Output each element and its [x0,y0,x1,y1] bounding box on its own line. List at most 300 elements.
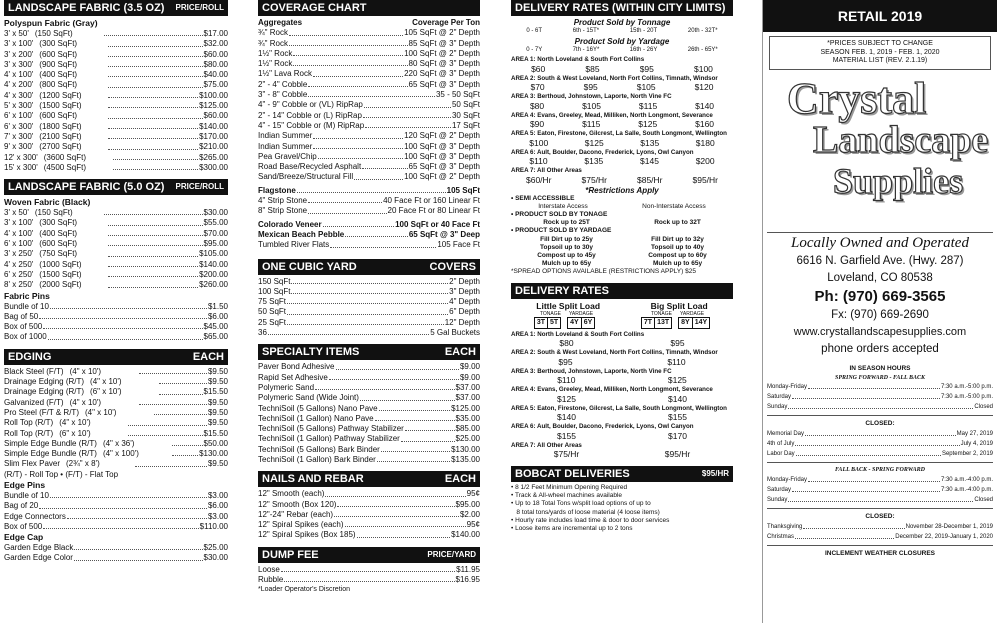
dot-leader [313,142,403,149]
area-prices [511,156,733,166]
item-label: Drainage Edging (R/T) [4,377,85,387]
little-split-title: Little Split Load [536,300,601,311]
load-box: 4Y [568,318,582,328]
yardage-limit-row [511,236,733,244]
item-value: $45.00 [203,322,228,332]
rate: $125 [584,137,604,148]
rate: $85 [585,63,600,74]
day-label: Sunday [767,496,788,503]
item-spec: (1500 SqFt) [39,101,82,111]
bobcat-item: • Track & All-wheel machines available [511,492,623,500]
area-prices [511,412,733,422]
limit: Fill Dirt up to 32y [651,235,704,243]
item-spec: (6" x 10') [59,428,91,438]
item-spec: (2700 SqFt) [39,142,82,152]
item-price: $100.00 [199,90,228,100]
item-label: 8' x 250' [4,280,34,290]
coverage-row [258,59,480,69]
edging-row [4,439,228,449]
dot-leader [128,418,207,425]
closed-row [763,449,997,459]
item-label: 100 SqFt [258,286,291,296]
item-label: 5' x 300' [4,101,34,111]
dot-leader [74,543,202,550]
item-price: $140.00 [199,121,228,131]
edging-legend: (R/T) - Roll Top • (F/T) - Flat Top [4,469,119,479]
item-value: $37.00 [455,393,480,403]
dot-leader [379,404,450,411]
logo-word: Crystal [787,73,927,123]
item-label: Box of 500 [4,322,43,332]
item-spec: (150 SqFt) [34,208,73,218]
fabric-row [4,229,228,239]
dot-leader [108,260,198,267]
item-label: 6' x 100' [4,111,34,121]
item-spec: (750 SqFt) [39,249,78,259]
rate: $140 [557,412,576,423]
restrictions-title: *Restrictions Apply [585,185,659,195]
notice-line: SEASON FEB. 1, 2019 - FEB. 1, 2020 [820,48,940,56]
subheading: Edge Pins [4,479,46,490]
dot-leader [792,392,940,399]
item-price: $210.00 [199,142,228,152]
rate: $100 [694,63,713,74]
load-box: 8Y [679,318,693,328]
edge-cap-row [4,543,228,553]
dot-leader [139,398,207,405]
item-spec: (4" x 10') [59,418,91,428]
item-label: TechniSoil (5 Gallons) Bark Binder [258,444,380,454]
veneer-row [258,220,480,230]
area-name: AREA 2: South & West Loveland, North Fort Collins, Timnath, Windsor [511,74,718,82]
day-label: Christmas [767,533,795,540]
box-group [567,317,595,329]
item-spec: (4" x 10') [90,377,122,387]
semi-a: Interstate Access [538,202,588,210]
dot-leader [377,455,450,462]
closed-row [763,429,997,439]
item-spec: (1200 SqFt) [39,90,82,100]
rate: $180 [695,137,715,148]
dot-leader [50,491,207,498]
cubic-row [258,328,480,338]
item-label: 12" Smooth (Box 120) [258,499,337,509]
item-value: $110.00 [199,521,228,531]
pin-row [4,332,228,342]
dot-leader [172,449,198,456]
rate: $145 [640,156,659,166]
item-spec: (6" x 10') [90,387,122,397]
item-spec: (150 SqFt) [34,29,73,38]
dot-leader [796,449,941,456]
item-label: Garden Edge Color [4,553,73,563]
hours-row [763,495,997,505]
dot-leader [108,101,198,108]
dot-leader [104,29,203,36]
area-prices [511,175,733,185]
fabric-row [4,80,228,90]
fabric-row [4,50,228,60]
item-label: 25 SqFt [258,317,287,327]
dot-leader [345,230,408,237]
hours-row [763,392,997,402]
item-label: 150 SqFt [258,276,291,286]
dot-leader [108,239,202,246]
item-label: ¾" Rock [258,28,288,38]
dot-leader [108,249,198,256]
rate: $95 [583,82,598,92]
tonnage-tier: 6th - 15T* [572,28,600,34]
item-value: $30.00 [203,553,228,563]
item-price: $9.50 [207,418,228,428]
dot-leader [375,414,455,421]
hours-row [763,402,997,412]
item-price: $140.00 [199,259,228,269]
veneer-row [258,230,480,240]
item-price: $32.00 [203,39,228,49]
item-label: Simple Edge Bundle (R/T) [4,438,97,448]
fall-label: FALL BACK - SPRING FORWARD [834,466,926,473]
yardage-tier: 7th - 16Y* [572,47,600,53]
item-label: Sand/Breeze/Structural Fill [258,172,354,182]
bobcat-item: • Up to 18 Total Tons w/split load options of up to [511,500,651,508]
item-label: 15' x 300' [4,162,38,172]
day-value: 7:30 a.m.-5:00 p.m. [940,393,993,400]
area-prices [511,375,733,385]
dot-leader [362,162,407,169]
yardage-limit-row [511,260,733,268]
item-spec: (3600 SqFt) [43,152,86,162]
dot-leader [405,424,455,431]
load-box: 3T [535,318,548,328]
inclement-weather: INCLEMENT WEATHER CLOSURES [824,549,936,557]
area-prices [511,338,733,348]
rate: $140 [695,100,715,111]
item-label: Mexican Beach Pebble [258,229,345,239]
website-link[interactable]: www.crystallandscapesupplies.com [793,325,967,338]
item-label: 3' x 300' [4,59,34,69]
dot-leader [291,277,448,284]
hours-row [763,382,997,392]
closed-row [763,532,997,542]
dot-leader [345,520,466,527]
specialty-row [258,393,480,403]
fabric-row [4,70,228,80]
dot-leader [108,218,202,225]
coverage-row [258,142,480,152]
item-value: $9.00 [459,362,480,372]
fabric-row [4,163,228,173]
item-label: ¾" Rock [258,38,288,48]
spring-label: SPRING FORWARD - FALL BACK [834,374,926,381]
item-spec: (4" x 100') [102,449,139,459]
fabric-row [4,111,228,121]
item-label: 12" Spiral Spikes (Box 185) [258,530,356,540]
fabric-row [4,91,228,101]
dot-leader [48,332,203,339]
box-group [534,317,561,329]
item-label: TechniSoil (1 Gallon) Pathway Stabilizer [258,434,400,444]
item-price: $265.00 [199,152,228,162]
item-label: Indian Summer [258,141,313,151]
item-price: $9.50 [207,459,228,469]
edging-row [4,398,228,408]
dot-leader [67,512,207,519]
dot-leader [135,459,207,466]
day-value: May 27, 2019 [956,430,993,437]
section-header-dump-fee: DUMP FEE PRICE/YARD [258,547,480,563]
item-spec: (2100 SqFt) [39,131,82,141]
item-label: Polymeric Sand [258,382,315,392]
item-label: Loose [258,564,280,574]
item-value: $3.00 [207,490,228,500]
item-spec: (600 SqFt) [39,49,78,59]
item-label: TechniSoil (5 Gallons) Pathway Stabilizer [258,424,404,434]
cubic-row [258,297,480,307]
dot-leader [308,206,386,213]
semi-b: Non-Interstate Access [642,202,706,210]
notice-line: MATERIAL LIST (REV. 2.1.19) [832,57,928,64]
item-spec: (800 SqFt) [39,80,78,90]
item-value: $140.00 [451,530,480,540]
item-label: 4' x 200' [4,80,34,90]
fabric-row [4,153,228,163]
area-name: AREA 7: All Other Areas [511,441,582,449]
dot-leader [159,377,207,384]
bobcat-item: • Hourly rate includes load time & door to door services [511,516,670,524]
dot-leader [293,59,407,66]
fabric-row [4,208,228,218]
bobcat-item: • Loose items are incremental up to 2 tons [511,525,633,533]
item-label: 3' x 100' [4,218,34,228]
item-value: $6.00 [207,311,228,321]
fabric-row [4,29,228,39]
item-value: $25.00 [455,434,480,444]
item-value: $95.00 [455,499,480,509]
item-label: Drainage Edging (R/T) [4,387,85,397]
area-name: AREA 4: Evans, Greeley, Mead, Milliken, North Longmont, Severance [511,111,713,119]
dot-leader [795,532,894,539]
box-group [641,317,672,329]
rate: $95 [558,356,573,367]
tonnage-tier: 15th - 20T [629,28,658,34]
yardage-tier: 0 - 7Y [526,47,543,53]
item-value: 30 SqFt [451,110,480,120]
item-value: 100 SqFt @ 3" Depth [404,151,480,161]
edge-pin-row [4,512,228,522]
big-split-title: Big Split Load [650,300,708,311]
limit: Mulch up to 65y [652,260,703,268]
item-price: $200.00 [199,269,228,279]
logo-word: Supplies [833,160,964,201]
fax-number: Fx: (970) 669-2690 [831,308,929,321]
dot-leader [39,312,207,319]
dot-leader [315,383,455,390]
dot-leader [308,196,382,203]
item-label: 3' x 200' [4,49,34,59]
dot-leader [108,70,202,77]
dot-leader [108,122,198,129]
dot-leader [289,39,408,46]
load-box: 6Y [583,318,593,326]
item-label: 1½" Lava Rock [258,69,312,79]
item-value: 100 SqFt @ 3" Depth [404,141,480,151]
area-prices [511,394,733,404]
phone-number[interactable]: Ph: (970) 669-3565 [814,287,946,305]
item-label: Rubble [258,575,284,585]
dot-leader [287,297,448,304]
item-value: $25.00 [203,543,228,553]
dot-leader [39,501,207,508]
item-price: $105.00 [199,249,228,259]
dot-leader [308,80,407,87]
day-label: Sunday [767,403,788,410]
rate: $110 [667,356,686,367]
specialty-row [258,434,480,444]
item-value: 6" Depth [449,307,480,317]
area-prices [511,431,733,441]
specialty-row [258,373,480,383]
item-label: 8" Strip Stone [258,206,308,216]
hours-row [763,485,997,495]
item-value: 100 SqFt @ 2" Depth [404,48,480,58]
subheading: Fabric Pins [4,290,50,301]
edging-row [4,418,228,428]
coverage-row [258,152,480,162]
tonage-b: Rock up to 32T [654,219,701,227]
dot-leader [792,485,940,492]
rate: $110 [529,156,548,166]
item-label: Pea Gravel/Chip [258,151,317,161]
item-label: 6' x 100' [4,239,34,249]
fabric-row [4,218,228,228]
dot-leader [139,367,207,374]
day-value: 7:30 a.m.-4:00 p.m. [940,476,993,483]
specialty-row [258,383,480,393]
day-label: Monday-Friday [767,476,808,483]
yardage-limit-row [511,252,733,260]
item-label: 12" Smooth (each) [258,489,325,499]
yardage-limit-row [511,244,733,252]
section-header-specialty: SPECIALTY ITEMS EACH [258,344,480,360]
dot-leader [159,387,202,394]
item-price: $15.50 [203,428,228,438]
item-label: Roll Top (R/T) [4,428,54,438]
item-label: Slim Flex Paver [4,459,61,469]
item-label: 6' x 300' [4,121,34,131]
item-label: 4" - 15" Cobble or (M) RipRap [258,120,365,130]
area-name: AREA 1: North Loveland & South Fort Collins [511,56,645,63]
specialty-row [258,445,480,455]
dot-leader [808,475,940,482]
cubic-row [258,318,480,328]
spread-note: *SPREAD OPTIONS AVAILABLE (RESTRICTIONS APPLY) $25 [511,268,696,276]
item-label: 7' x 300' [4,131,34,141]
dot-leader [284,575,454,582]
dot-leader [336,362,459,369]
rate: $80 [559,338,574,349]
area-name: AREA 6: Ault, Boulder, Dacono, Frederick, Lyons, Owl Canyon [511,423,694,431]
item-spec: (4" x 10') [69,366,102,376]
item-value: 3" Depth [449,286,480,296]
dot-leader [287,307,448,314]
item-value: 95¢ [466,489,480,499]
rate: $115 [638,100,658,111]
fabric-row [4,270,228,280]
edging-row [4,367,228,377]
item-price: $300.00 [199,162,228,172]
item-value: 120 SqFt @ 2" Depth [404,131,480,141]
dot-leader [113,153,198,160]
day-value: July 4, 2019 [960,440,993,447]
area-name: AREA 3: Berthoud, Johnstown, Laporte, North Vine FC [511,367,672,375]
item-value: $130.00 [451,444,480,454]
yardage-label: YARDAGE [568,310,594,317]
nails-row [258,489,480,499]
item-spec: (600 SqFt) [39,239,78,249]
closed-title-2: CLOSED: [865,512,895,520]
item-label: Box of 1000 [4,332,47,342]
dot-leader [788,402,973,409]
item-value: $125.00 [451,403,480,413]
rate: $140 [668,393,687,404]
item-label: Indian Summer [258,131,313,141]
tonnage-tier: 20th - 32T* [687,28,718,34]
dot-leader [287,318,444,325]
day-value: September 2, 2019 [941,450,993,457]
item-price: $40.00 [203,70,228,80]
strip-row [258,196,480,206]
dot-leader [313,69,403,76]
item-label: 2" - 4" Cobble [258,79,308,89]
logo-word: Landscape [813,118,989,161]
rate: $85/Hr [636,174,663,185]
in-season-title: IN SEASON HOURS [849,364,911,372]
dump-note: *Loader Operator's Discretion [258,586,350,594]
item-label: TechniSoil (5 Gallons) Nano Pave [258,403,378,413]
item-spec: (2¾" x 8') [66,459,100,469]
nails-row [258,520,480,530]
subheading: Edge Cap [4,532,44,543]
item-label: Pro Steel (F/T & R/T) [4,407,79,417]
item-value: $16.95 [455,575,480,585]
dot-leader [281,565,455,572]
rate: $80 [529,100,545,111]
dot-leader [108,111,202,118]
load-box: 13T [657,318,670,326]
semi-heading: • SEMI ACCESSIBLE [511,194,575,202]
item-label: Roll Top (R/T) [4,418,54,428]
item-label: 6' x 250' [4,269,34,279]
tonage-heading: • PRODUCT SOLD BY TONAGE [511,210,608,218]
area-name: AREA 1: North Loveland & South Fort Collins [511,330,645,338]
dot-leader [323,220,395,227]
section-header-fabric-35: LANDSCAPE FABRIC (3.5 OZ) PRICE/ROLL [4,0,228,16]
item-label: 4' x 100' [4,70,34,80]
dot-leader [360,393,455,400]
item-value: 12" Depth [444,317,480,327]
dump-row [258,565,480,575]
item-spec: (4" x 10') [69,397,102,407]
item-value: 65 SqFt @ 3" Depth [408,162,480,172]
dot-leader [43,322,202,329]
item-label: 12' x 300' [4,152,38,162]
coverage-row [258,28,480,38]
item-value: $3.00 [207,511,228,521]
area-name: AREA 2: South & West Loveland, North Fort Collins, Timnath, Windsor [511,349,718,357]
fabric-row [4,142,228,152]
fabric-row [4,260,228,270]
